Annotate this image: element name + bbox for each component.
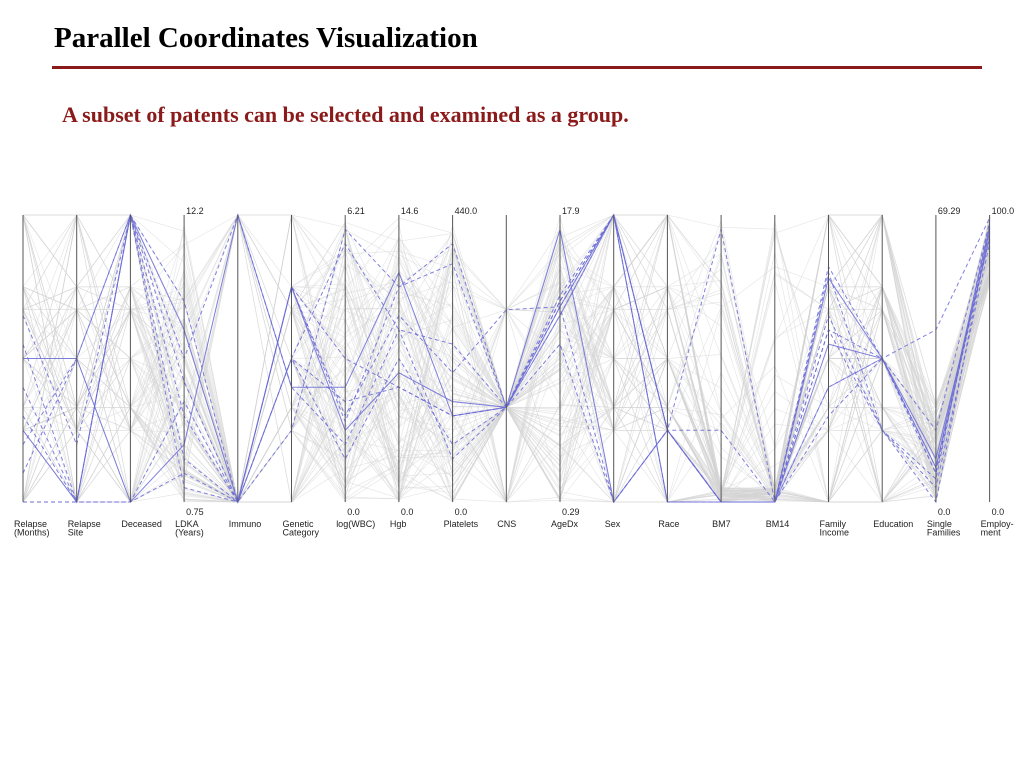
axis-max-label: 12.2 — [186, 206, 204, 216]
axis-name-label: BM14 — [765, 519, 790, 529]
axis-name-label: (Months) — [14, 527, 50, 538]
axis-min-label: 0.29 — [562, 507, 580, 517]
axis-name-label: Single — [926, 519, 952, 529]
axis-name-label: Category — [282, 527, 320, 538]
axis-max-label: 100.0 — [991, 206, 1015, 216]
axis-name-label: (Years) — [175, 527, 204, 538]
axis-min-label: 0.0 — [454, 507, 468, 517]
slide-title: Parallel Coordinates Visualization — [54, 22, 478, 54]
axis-max-label: 17.9 — [562, 206, 580, 216]
axis-name-label: Genetic — [282, 519, 314, 529]
axis-name-label: LDKA — [175, 519, 199, 529]
axis-name-label: Employ- — [980, 519, 1014, 529]
slide-subtitle: A subset of patents can be selected and examined as a group. — [62, 102, 629, 127]
axis-name-label: Income — [819, 527, 850, 538]
axis-min-label: 0.75 — [186, 507, 204, 517]
axis-name-label: Hgb — [389, 519, 407, 529]
axis-min-label: 0.0 — [991, 507, 1005, 517]
axis-name-label: Family — [819, 519, 846, 529]
axis-name-label: Deceased — [121, 519, 162, 529]
axis-name-label: Immuno — [228, 519, 262, 529]
parallel-coordinates-chart[interactable] — [0, 195, 1024, 555]
axis-name-label: Relapse — [14, 519, 48, 529]
axis-name-label: Families — [926, 527, 961, 538]
axis-name-label: CNS — [497, 519, 517, 529]
axis-name-label: Education — [873, 519, 914, 529]
axis-min-label: 0.0 — [400, 507, 414, 517]
title-divider — [52, 66, 982, 69]
axis-min-label: 0.0 — [347, 507, 360, 517]
axis-max-label: 14.6 — [400, 206, 419, 216]
axis-name-label: Sex — [604, 519, 621, 529]
axis-name-label: Relapse — [67, 519, 101, 529]
axis-name-label: Site — [67, 527, 84, 538]
axis-min-label: 0.0 — [937, 507, 951, 517]
axis-name-label: Platelets — [443, 519, 479, 529]
axis-name-label: BM7 — [712, 519, 731, 529]
axis-max-label: 6.21 — [347, 206, 365, 216]
axis-name-label: Race — [658, 519, 680, 529]
axis-name-label: log(WBC) — [336, 519, 376, 529]
axis-max-label: 69.29 — [937, 206, 961, 216]
axis-name-label: AgeDx — [551, 519, 579, 529]
axis-max-label: 440.0 — [454, 206, 478, 216]
axis-name-label: ment — [980, 527, 1001, 538]
